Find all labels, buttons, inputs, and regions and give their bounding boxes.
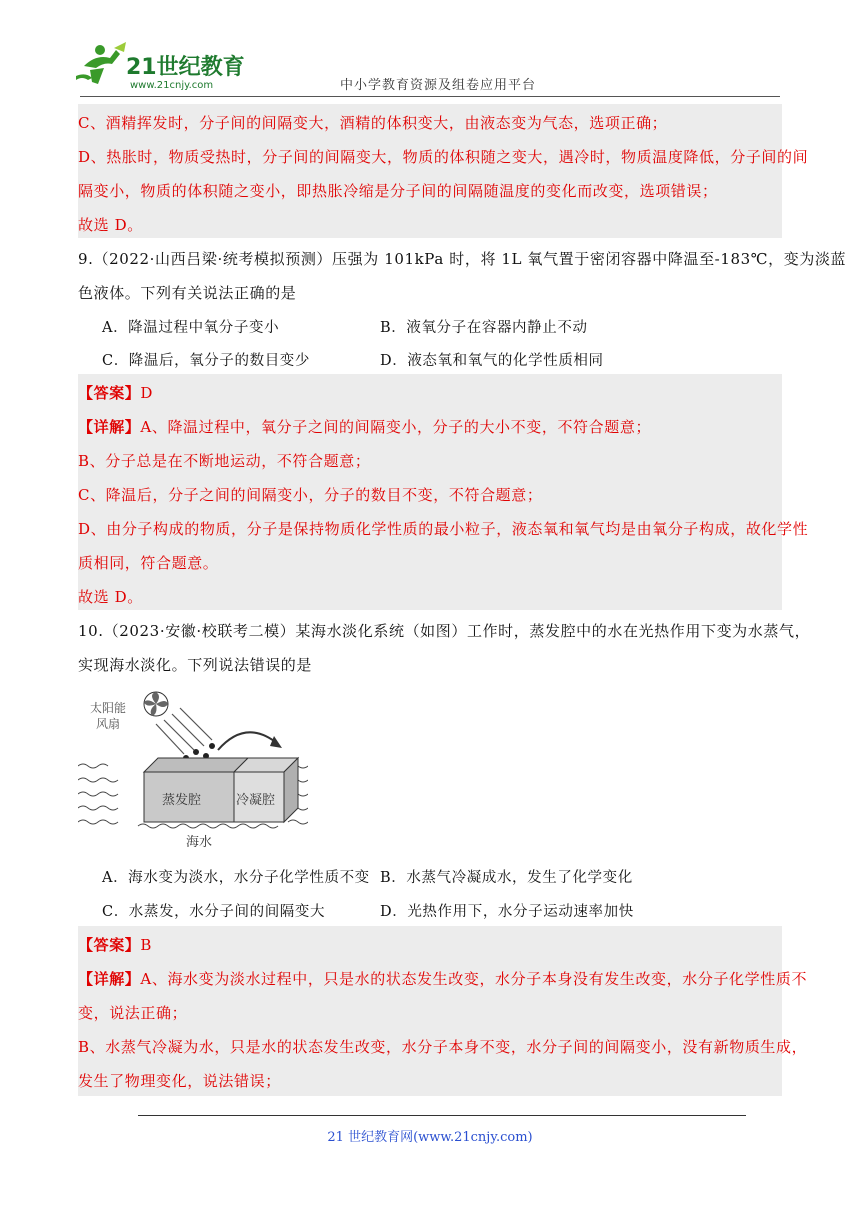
cond-label: 冷凝腔 xyxy=(236,793,276,808)
q9-option-d: D．液态氧和氧气的化学性质相同 xyxy=(380,353,604,369)
q10-answer xyxy=(78,934,782,955)
q9-answer xyxy=(78,382,782,403)
condensation-box xyxy=(234,758,298,822)
q9-detail-a xyxy=(78,416,782,437)
q10-stem-2: 实现海水淡化。下列说法错误的是 xyxy=(78,656,313,674)
q9-stem-1: 9.（2022·山西吕梁·统考模拟预测）压强为 101kPa 时，将 1L 氧气置于密闭容器中降温至-183℃，变为淡蓝 xyxy=(78,250,847,268)
detail-label: 【详解】 xyxy=(78,418,141,436)
light-rays xyxy=(156,708,212,754)
q9-detail-b: B、分子总是在不断地运动，不符合题意； xyxy=(78,452,371,470)
vapor-arrow xyxy=(218,732,278,750)
q10-option-b: B．水蒸气冷凝成水，发生了化学变化 xyxy=(380,870,633,886)
sea-label: 海水 xyxy=(186,835,213,850)
detail-text: A、降温过程中，氧分子之间的间隔变小，分子的大小不变，不符合题意； xyxy=(140,418,652,436)
q9-stem-2: 色液体。下列有关说法正确的是 xyxy=(78,284,297,302)
site-logo xyxy=(70,40,250,94)
page-header xyxy=(70,40,790,98)
prev-choice: 故选 D。 xyxy=(78,216,143,234)
q9-option-c: C．降温后，氧分子的数目变少 xyxy=(102,353,310,369)
q10-stem-1: 10.（2023·安徽·校联考二模）某海水淡化系统（如图）工作时，蒸发腔中的水在光热作用下变为水蒸气， xyxy=(78,622,811,640)
svg-text:21世纪教育: 21世纪教育 xyxy=(126,55,245,80)
desalination-figure xyxy=(78,686,308,852)
detail-text: A、海水变为淡水过程中，只是水的状态发生改变，水分子本身没有发生改变，水分子化学性质不 xyxy=(140,970,808,988)
q10-option-d: D．光热作用下，水分子运动速率加快 xyxy=(380,904,634,920)
runner-icon xyxy=(76,42,126,84)
answer-label: 【答案】 xyxy=(78,936,141,954)
q10-detail-a-2: 变，说法正确； xyxy=(78,1004,188,1022)
evap-label: 蒸发腔 xyxy=(162,793,202,808)
prev-detail-d-2: 隔变小，物质的体积随之变小，即热胀冷缩是分子间的间隔随温度的变化而改变，选项错误； xyxy=(78,182,718,200)
q9-detail-d-1: D、由分子构成的物质，分子是保持物质化学性质的最小粒子，液态氧和氧气均是由氧分子构成，故化学性 xyxy=(78,520,809,538)
q10-detail-b-1: B、水蒸气冷凝为水，只是水的状态发生改变，水分子本身不变，水分子间的间隔变小，没有新物质生成， xyxy=(78,1038,808,1056)
fan-label-2: 风扇 xyxy=(96,717,121,731)
footer-divider xyxy=(138,1115,746,1116)
q9-option-a: A．降温过程中氧分子变小 xyxy=(102,320,280,336)
footer-link[interactable]: 21 世纪教育网(www.21cnjy.com) xyxy=(327,1130,533,1145)
evaporation-box xyxy=(144,758,248,822)
prev-detail-c: C、酒精挥发时，分子间的间隔变大，酒精的体积变大，由液态变为气态，选项正确； xyxy=(78,114,668,132)
q10-detail-a-1 xyxy=(78,968,808,989)
fan-icon xyxy=(144,692,168,716)
q9-choice: 故选 D。 xyxy=(78,588,143,606)
answer-value: D xyxy=(140,384,154,402)
q10-detail-b-2: 发生了物理变化，说法错误； xyxy=(78,1072,281,1090)
q9-option-b: B．液氧分子在容器内静止不动 xyxy=(380,320,588,336)
q10-option-a: A．海水变为淡水，水分子化学性质不变 xyxy=(102,870,370,886)
answer-value: B xyxy=(140,936,153,954)
q9-detail-c: C、降温后，分子之间的间隔变小，分子的数目不变，不符合题意； xyxy=(78,486,543,504)
prev-detail-d-1: D、热胀时，物质受热时，分子间的间隔变大，物质的体积随之变大，遇冷时，物质温度降低，分子间的间 xyxy=(78,148,809,166)
detail-label: 【详解】 xyxy=(78,970,141,988)
q10-option-c: C．水蒸发，水分子间的间隔变大 xyxy=(102,904,326,920)
fan-label-1: 太阳能 xyxy=(90,701,127,715)
header-divider xyxy=(80,96,780,97)
arrow-head xyxy=(270,736,282,748)
svg-text:www.21cnjy.com: www.21cnjy.com xyxy=(130,80,214,91)
q9-detail-d-2: 质相同，符合题意。 xyxy=(78,554,219,572)
answer-label: 【答案】 xyxy=(78,384,141,402)
header-subtitle: 中小学教育资源及组卷应用平台 xyxy=(340,78,537,93)
